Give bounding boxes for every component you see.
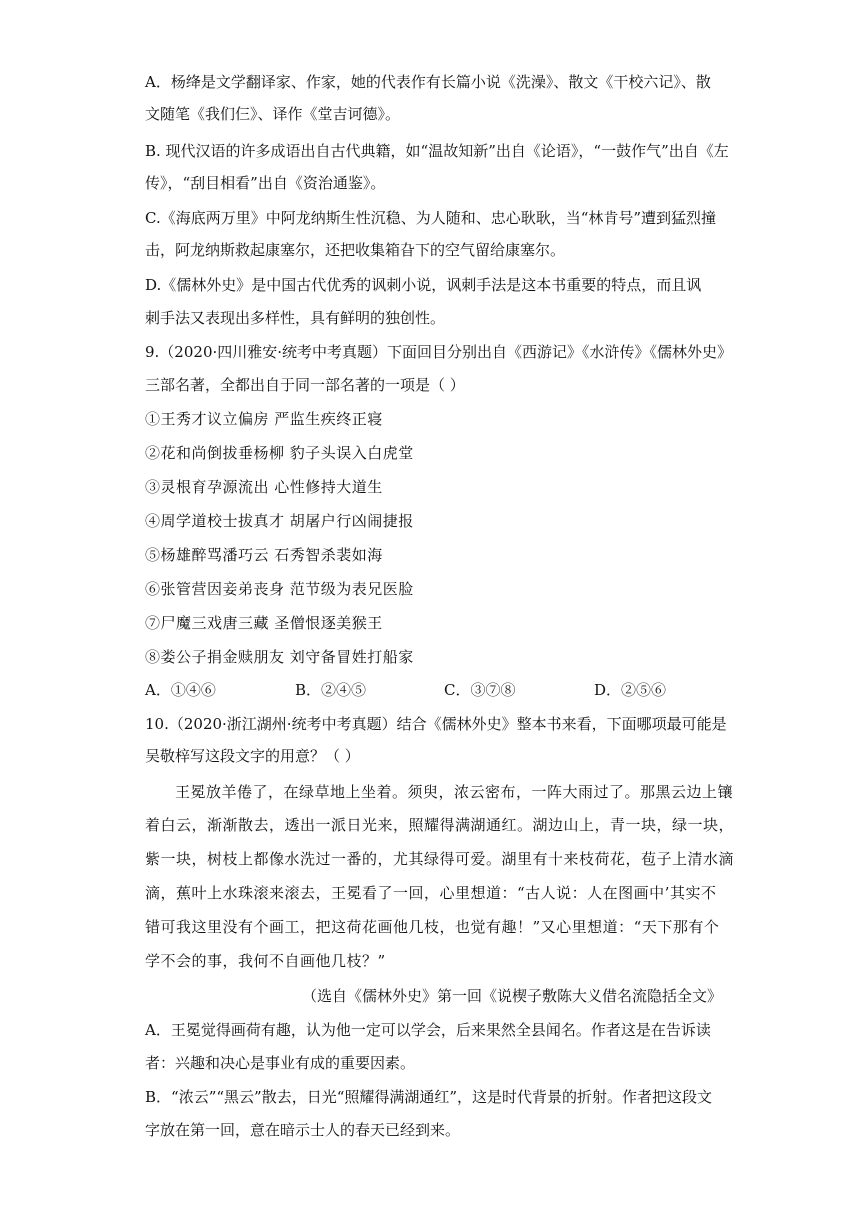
q10-option-b-line1: B．“浓云”“黑云”散去，日光“照耀得满湖通红”，这是时代背景的折射。作者把这段文 (145, 1088, 713, 1106)
q10-passage-line4: 滴，蕉叶上水珠滚来滚去，王冕看了一回，心里想道：“古人说：人在图画中’其实不 (145, 884, 717, 902)
q10-passage-line6: 学不会的事，我何不自画他几枝？” (145, 952, 386, 970)
q9-item-4: ④周学道校士拔真才 胡屠户行凶闹捷报 (145, 512, 414, 530)
q9-choice-d: D．②⑤⑥ (594, 681, 667, 699)
q9-item-6: ⑥张管营因妾弟丧身 范节级为表兄医脸 (145, 580, 414, 598)
q9-item-2: ②花和尚倒拔垂杨柳 豹子头误入白虎堂 (145, 444, 414, 462)
q10-option-a-line1: A．王冕觉得画荷有趣，认为他一定可以学会，后来果然全县闻名。作者这是在告诉读 (145, 1021, 711, 1039)
q8-option-c-line1: C.《海底两万里》中阿龙纳斯生性沉稳、为人随和、忠心耿耿，当“林肯号”遭到猛烈撞 (145, 209, 717, 227)
q9-item-8: ⑧娄公子捐金赎朋友 刘守备冒姓打船家 (145, 648, 414, 666)
q9-stem-line1: 9.（2020·四川雅安·统考中考真题）下面回目分别出自《西游记》《水浒传》《儒林外史》 (145, 343, 733, 361)
q10-passage-line5: 错可我这里没有个画工，把这荷花画他几枝，也觉有趣！”又心里想道：“天下那有个 (145, 918, 720, 936)
q10-passage-line1: 王冕放羊倦了，在绿草地上坐着。须臾，浓云密布，一阵大雨过了。那黑云边上镶 (175, 783, 734, 801)
q10-option-a-line2: 者：兴趣和决心是事业有成的重要因素。 (145, 1054, 416, 1072)
q10-source-citation: （选自《儒林外史》第一回《说楔子敷陈大义借名流隐括全文》 (302, 987, 723, 1005)
q8-option-a-line1: A．杨绛是文学翻译家、作家，她的代表作有长篇小说《洗澡》、散文《干校六记》、散 (145, 73, 711, 91)
q8-option-d-line1: D.《儒林外史》是中国古代优秀的讽刺小说，讽刺手法是这本书重要的特点，而且讽 (145, 276, 702, 294)
q8-option-c-line2: 击，阿龙纳斯救起康塞尔，还把收集箱旮下的空气留给康塞尔。 (145, 241, 566, 259)
q9-choice-b: B．②④⑤ (295, 681, 367, 699)
q9-item-7: ⑦尸魔三戏唐三藏 圣僧恨逐美猴王 (145, 614, 383, 632)
q8-option-d-line2: 刺手法又表现出多样性，具有鲜明的独创性。 (145, 309, 446, 327)
q9-choice-a: A．①④⑥ (145, 681, 216, 699)
q9-item-5: ⑤杨雄醉骂潘巧云 石秀智杀裴如海 (145, 546, 383, 564)
q9-item-3: ③灵根育孕源流出 心性修持大道生 (145, 478, 383, 496)
q8-option-b-line1: B. 现代汉语的许多成语出自古代典籍，如“温故知新”出自《论语》，“一鼓作气”出自《左 (145, 142, 729, 160)
q10-passage-line3: 紫一块，树枝上都像水洗过一番的，尤其绿得可爱。湖里有十来枝荷花，苞子上清水滴 (145, 850, 735, 868)
q9-choice-c: C．③⑦⑧ (444, 681, 516, 699)
q10-passage-line2: 着白云，渐渐散去，透出一派日光来，照耀得满湖通红。湖边山上，青一块，绿一块， (145, 816, 735, 834)
q10-option-b-line2: 字放在第一回，意在暗示士人的春天已经到来。 (145, 1121, 461, 1139)
q8-option-b-line2: 传》，“刮目相看”出自《资治通鉴》。 (145, 174, 386, 192)
q8-option-a-line2: 文随笔《我们仨》、译作《堂吉诃德》。 (145, 105, 401, 123)
q9-item-1: ①王秀才议立偏房 严监生疾终正寝 (145, 410, 383, 428)
q10-stem-line2: 吴敬梓写这段文字的用意？（ ） (145, 747, 360, 765)
q10-stem-line1: 10.（2020·浙江湖州·统考中考真题）结合《儒林外史》整本书来看，下面哪项最可能是 (145, 715, 727, 733)
q9-stem-line2: 三部名著，全都出自于同一部名著的一项是（ ） (145, 376, 465, 394)
